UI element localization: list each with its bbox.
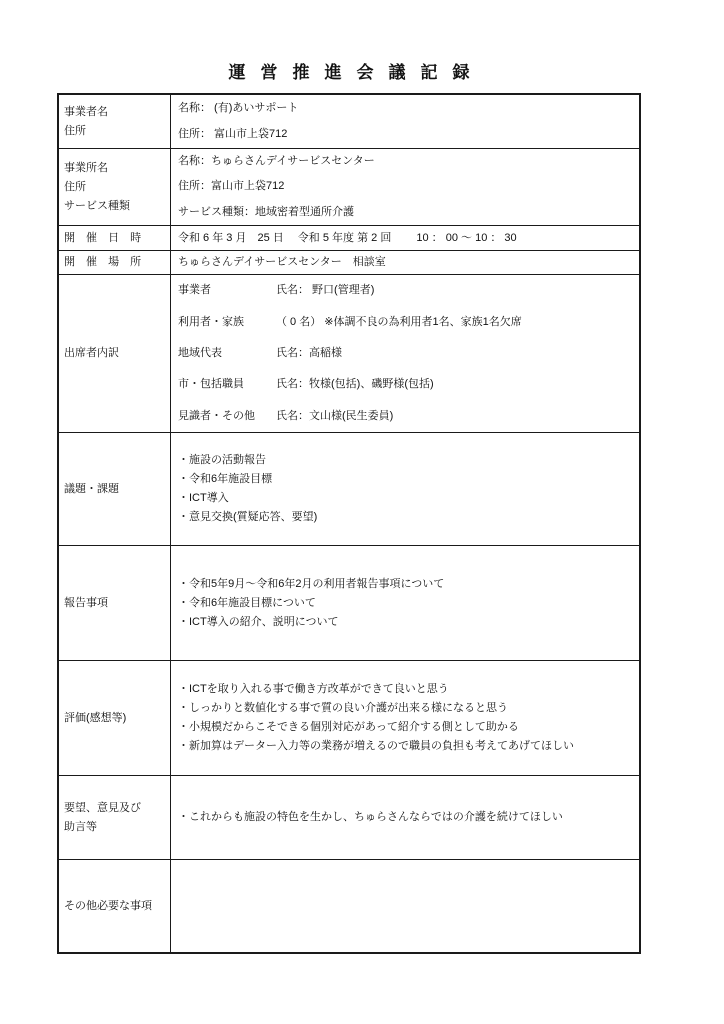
- attendee-category: 利用者・家族: [178, 315, 244, 328]
- label-line: 助言等: [64, 820, 97, 833]
- evaluation-item: ・しっかりと数値化する事で質の良い介護が出来る様になると思う: [178, 702, 508, 714]
- evaluation-item: ・新加算はデーター入力等の業務が増えるので職員の負担も考えてあげてほしい: [178, 740, 574, 752]
- meeting-place-content: [171, 251, 639, 274]
- attendee-name: 氏名： 野口(管理者): [276, 284, 375, 297]
- label-line: その他必要な事項: [64, 899, 152, 912]
- attendee-row: [178, 281, 633, 300]
- reports-content: [171, 546, 639, 660]
- attendee-category: 事業者: [178, 284, 211, 297]
- row-attendees: [59, 274, 639, 432]
- business-name-content: [171, 95, 639, 148]
- agenda-item: ・意見交換(質疑応答、要望): [178, 511, 318, 523]
- attendees-label: [59, 275, 171, 432]
- row-office-name: [59, 148, 639, 225]
- label-line: 開 催 場 所: [64, 256, 146, 268]
- label-line: 住所: [64, 180, 86, 193]
- meeting-datetime-label: [59, 226, 171, 250]
- agenda-item: ・令和6年施設目標: [178, 473, 273, 485]
- agenda-content: [171, 433, 639, 545]
- business-name-value: 名称： (有)あいサポート: [178, 101, 299, 114]
- attendee-name: 氏名：牧様(包括)、磯野様(包括): [276, 378, 434, 391]
- attendee-category: 市・包括職員: [178, 378, 244, 391]
- label-line: サービス種類: [64, 199, 130, 212]
- requests-label: [59, 776, 171, 859]
- row-reports: [59, 545, 639, 660]
- attendee-category: 見識者・その他: [178, 409, 255, 422]
- label-line: 開 催 日 時: [64, 231, 146, 244]
- label-line: 評価(感想等): [64, 711, 127, 724]
- meeting-place-value: ちゅらさんデイサービスセンター 相談室: [178, 256, 386, 268]
- label-line: 住所: [64, 124, 86, 137]
- attendee-name: （ 0 名） ※体調不良の為利用者1名、家族1名欠席: [276, 315, 522, 328]
- evaluation-item: ・ICTを取り入れる事で働き方改革ができて良いと思う: [178, 683, 449, 695]
- page-title: 運営推進会議記録: [228, 63, 485, 82]
- label-line: 事業者名: [64, 105, 108, 118]
- meeting-datetime-content: [171, 226, 639, 250]
- row-requests: [59, 775, 639, 859]
- attendee-row: [178, 344, 633, 363]
- business-address-value: 住所： 富山市上袋712: [178, 128, 288, 141]
- meeting-place-label: [59, 251, 171, 274]
- office-name-value: 名称：ちゅらさんデイサービスセンター: [178, 155, 375, 168]
- evaluation-item: ・小規模だからこそできる個別対応があって紹介する側として助かる: [178, 721, 519, 733]
- attendee-name: 氏名：高稲様: [276, 346, 342, 359]
- label-line: 出席者内訳: [64, 347, 119, 359]
- attendee-row: [178, 375, 633, 394]
- report-item: ・令和5年9月～令和6年2月の利用者報告事項について: [178, 577, 445, 590]
- office-name-label: [59, 149, 171, 225]
- meeting-datetime-value: 令和 6 年 3 月 25 日 令和 5 年度 第 2 回 10 ： 00 ～ 10 ： 30: [178, 231, 517, 244]
- request-item: ・これからも施設の特色を生かし、ちゅらさんならではの介護を続けてほしい: [178, 811, 563, 823]
- report-item: ・令和6年施設目標について: [178, 596, 316, 609]
- row-meeting-place: [59, 250, 639, 274]
- attendee-name: 氏名：文山様(民生委員): [276, 409, 394, 422]
- row-other-items: [59, 859, 639, 952]
- attendee-row: [178, 407, 633, 426]
- reports-label: [59, 546, 171, 660]
- label-line: 報告事項: [64, 596, 108, 609]
- row-business-name: [59, 95, 639, 148]
- label-line: 議題・課題: [64, 482, 119, 495]
- attendee-row: [178, 313, 633, 332]
- evaluation-content: [171, 661, 639, 775]
- evaluation-label: [59, 661, 171, 775]
- office-address-value: 住所：富山市上袋712: [178, 180, 285, 193]
- business-name-label: [59, 95, 171, 148]
- row-evaluation: [59, 660, 639, 775]
- attendees-content: [171, 275, 639, 432]
- agenda-label: [59, 433, 171, 545]
- other-items-content: [171, 860, 639, 952]
- service-type-value: サービス種類：地域密着型通所介護: [178, 205, 354, 218]
- label-line: 要望、意見及び: [64, 801, 141, 814]
- report-item: ・ICT導入の紹介、説明について: [178, 615, 339, 628]
- label-line: 事業所名: [64, 161, 108, 174]
- meeting-record-table: [57, 93, 641, 954]
- attendee-category: 地域代表: [178, 346, 222, 359]
- row-meeting-datetime: [59, 225, 639, 250]
- requests-content: [171, 776, 639, 859]
- office-name-content: [171, 149, 639, 225]
- other-items-label: [59, 860, 171, 952]
- agenda-item: ・施設の活動報告: [178, 454, 266, 466]
- agenda-item: ・ICT導入: [178, 492, 229, 504]
- row-agenda: [59, 432, 639, 545]
